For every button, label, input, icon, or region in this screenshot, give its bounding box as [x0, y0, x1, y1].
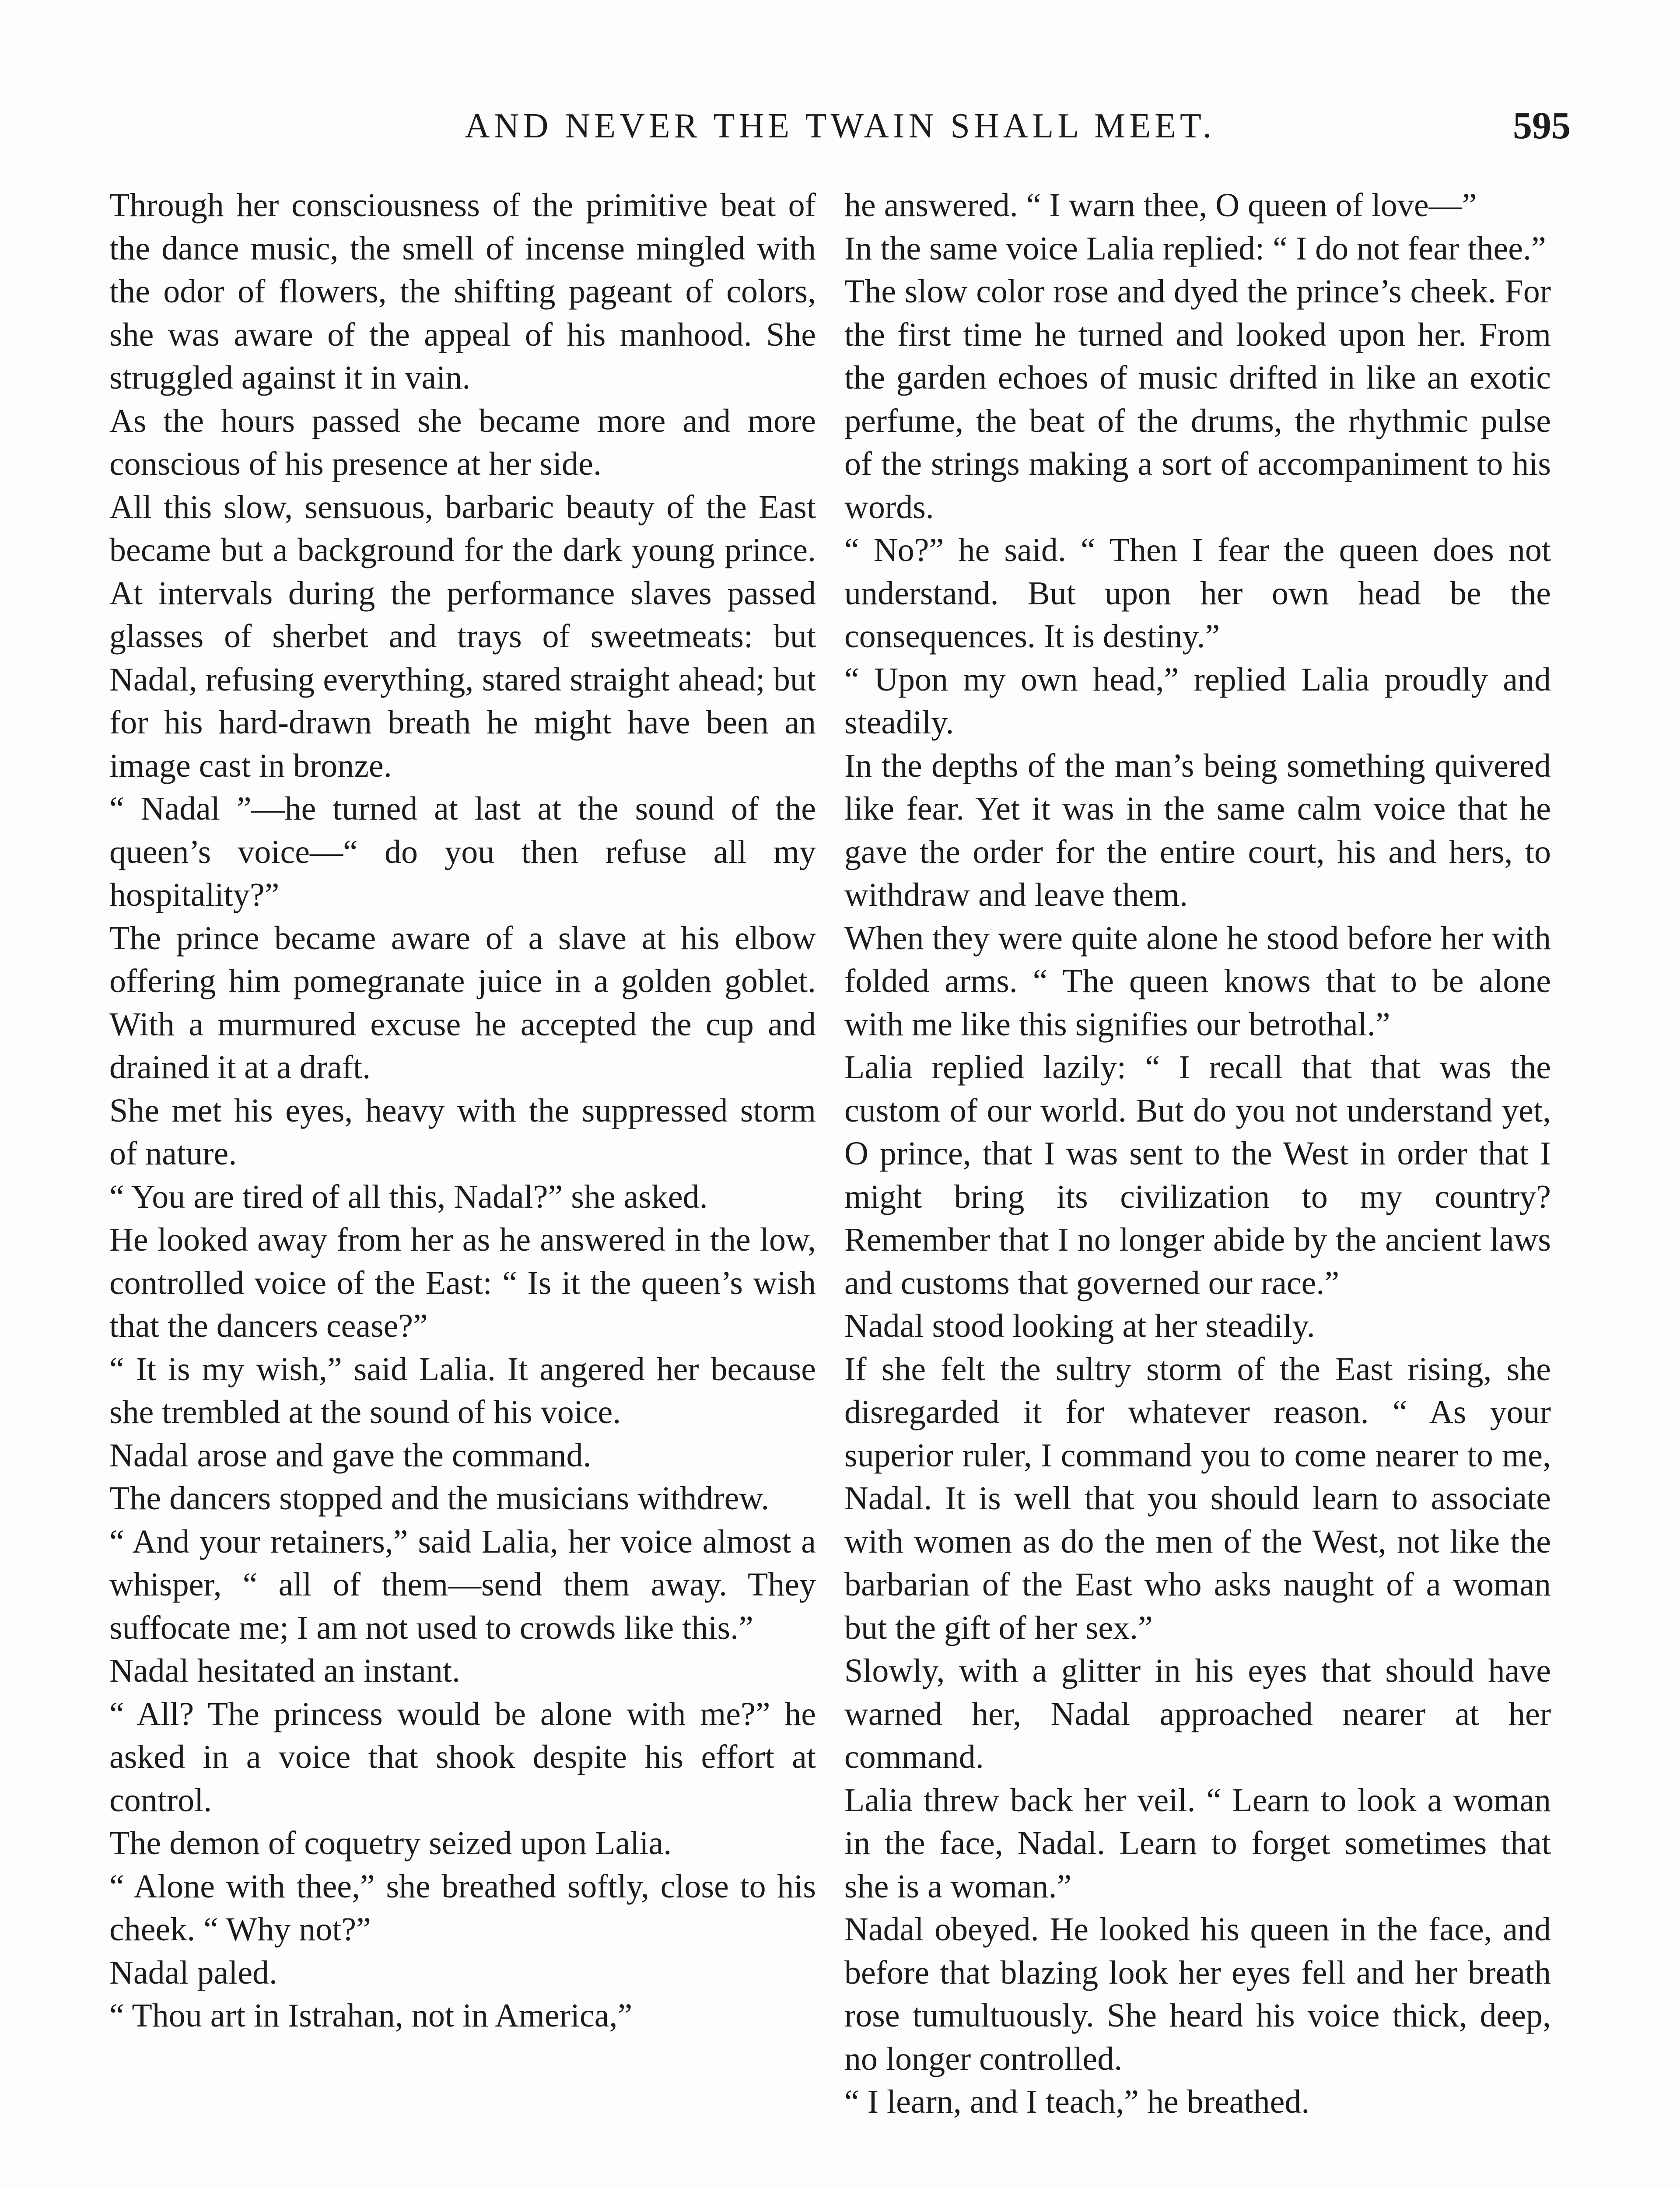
paragraph: All this slow, sensuous, barbaric beauty of the East became but a background for the dark young prince. At intervals during the performance slaves passed glasses of sherbet and trays of sweetmeats: but Nadal, refusing everything, stared straight ahead; but for his hard-drawn breath he might have been an image cast in bronze.: [109, 488, 816, 784]
paragraph: The slow color rose and dyed the prince’s cheek. For the first time he turned and looked upon her. From the garden echoes of music drifted in like an exotic perfume, the beat of the drums, the rhythmic pulse of the strings making a sort of accompaniment to his words.: [844, 273, 1551, 526]
paragraph: The dancers stopped and the musicians withdrew.: [109, 1480, 770, 1517]
paragraph: Nadal stood looking at her steadily.: [844, 1308, 1315, 1344]
running-title: AND NEVER THE TWAIN SHALL MEET.: [465, 107, 1215, 145]
paragraph: Through her consciousness of the primitive beat of the dance music, the smell of incense mingled with the odor of flowers, the shifting pageant of colors, she was aware of the appeal of his manhood. She struggled against it in vain.: [109, 187, 816, 396]
paragraph: “ Thou art in Istrahan, not in America,”: [109, 1997, 633, 2034]
paragraph: “ Upon my own head,” replied Lalia proudly and steadily.: [844, 661, 1551, 741]
paragraph: In the same voice Lalia replied: “ I do not fear thee.”: [844, 230, 1546, 267]
paragraph: The prince became aware of a slave at his elbow offering him pomegranate juice in a golden goblet. With a murmured excuse he accepted the cup and drained it at a draft.: [109, 919, 816, 1086]
paragraph: “ I learn, and I teach,” he breathed.: [844, 2083, 1310, 2120]
paragraph: The demon of coquetry seized upon Lalia.: [109, 1825, 672, 1862]
paragraph: When they were quite alone he stood before her with folded arms. “ The queen knows that to be alone with me like this signifies our betrothal.”: [844, 919, 1551, 1043]
running-header: [109, 100, 1571, 152]
paragraph: “ Nadal ”—he turned at last at the sound of the queen’s voice—“ do you then refuse all my hospitality?”: [109, 790, 816, 913]
paragraph: “ It is my wish,” said Lalia. It angered her because she trembled at the sound of his voice.: [109, 1350, 816, 1431]
left-column: [109, 184, 816, 2188]
paragraph: Nadal paled.: [109, 1954, 278, 1991]
paragraph: he answered. “ I warn thee, O queen of love—”: [844, 187, 1477, 224]
paragraph: “ All? The princess would be alone with me?” he asked in a voice that shook despite his effort at control.: [109, 1695, 816, 1819]
paragraph: “ Alone with thee,” she breathed softly, close to his cheek. “ Why not?”: [109, 1868, 816, 1948]
paragraph: Nadal hesitated an instant.: [109, 1652, 460, 1689]
page-number: 595: [1513, 105, 1571, 147]
paragraph: “ You are tired of all this, Nadal?” she asked.: [109, 1178, 708, 1215]
paragraph: Lalia threw back her veil. “ Learn to look a woman in the face, Nadal. Learn to forget sometimes that she is a woman.”: [844, 1781, 1551, 1905]
paragraph: In the depths of the man’s being something quivered like fear. Yet it was in the same calm voice that he gave the order for the entire court, his and hers, to withdraw and leave them.: [844, 747, 1551, 913]
paragraph: Nadal arose and gave the command.: [109, 1437, 592, 1474]
paragraph: Lalia replied lazily: “ I recall that that was the custom of our world. But do you not understand yet, O prince, that I was sent to the West in order that I might bring its civilization to my country? Remember that I no longer abide by the ancient laws and customs that governed our race.”: [844, 1049, 1551, 1301]
paragraph: Slowly, with a glitter in his eyes that should have warned her, Nadal approached nearer at her command.: [844, 1652, 1551, 1775]
paragraph: If she felt the sultry storm of the East rising, she disregarded it for whatever reason. “ As your superior ruler, I command you to come nearer to me, Nadal. It is well that you should learn to associate with women as do the men of the West, not like the barbarian of the East who asks naught of a woman but the gift of her sex.”: [844, 1350, 1551, 1646]
paragraph: “ And your retainers,” said Lalia, her voice almost a whisper, “ all of them—send them away. They suffocate me; I am not used to crowds like this.”: [109, 1523, 816, 1646]
paragraph: “ No?” he said. “ Then I fear the queen does not understand. But upon her own head be the consequences. It is destiny.”: [844, 532, 1551, 655]
paragraph: As the hours passed she became more and more conscious of his presence at her side.: [109, 402, 816, 482]
right-column: [844, 184, 1551, 2188]
paragraph: He looked away from her as he answered in the low, controlled voice of the East: “ Is it the queen’s wish that the dancers cease?”: [109, 1221, 816, 1344]
paragraph: Nadal obeyed. He looked his queen in the face, and before that blazing look her eyes fell and her breath rose tumultuously. She heard his voice thick, deep, no longer controlled.: [844, 1911, 1551, 2077]
paragraph: She met his eyes, heavy with the suppressed storm of nature.: [109, 1092, 816, 1172]
